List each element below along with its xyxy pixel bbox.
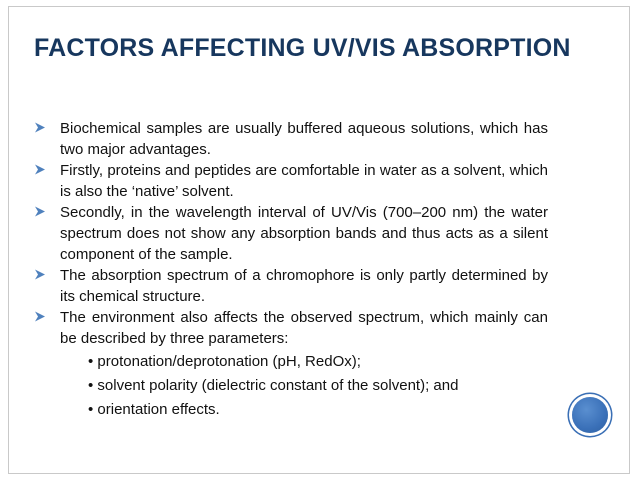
sub-list-item: • solvent polarity (dielectric constant of the solvent); and <box>88 377 459 394</box>
sub-list <box>34 351 548 421</box>
arrow-bullet-icon <box>34 311 46 322</box>
bullet-text: Biochemical samples are usually buffered aqueous solutions, which has two major advantages. <box>60 120 548 158</box>
sub-list-item: • protonation/deprotonation (pH, RedOx); <box>88 353 361 370</box>
slide-content <box>34 118 548 421</box>
bullet-item <box>34 265 548 307</box>
slide-title: FACTORS AFFECTING UV/VIS ABSORPTION <box>34 34 571 62</box>
arrow-bullet-icon <box>34 164 46 175</box>
decorative-circle-icon <box>572 397 608 433</box>
bullet-text: The absorption spectrum of a chromophore is only partly determined by its chemical structure. <box>60 267 548 305</box>
sub-list-item: • orientation effects. <box>88 401 220 418</box>
arrow-bullet-icon <box>34 206 46 217</box>
arrow-bullet-icon <box>34 269 46 280</box>
bullet-item <box>34 160 548 202</box>
bullet-item <box>34 118 548 160</box>
bullet-text: Secondly, in the wavelength interval of UV/Vis (700–200 nm) the water spectrum does not show any absorption bands and thus acts as a silent component of the sample. <box>60 204 548 263</box>
arrow-bullet-icon <box>34 122 46 133</box>
bullet-item <box>34 202 548 265</box>
bullet-text: The environment also affects the observed spectrum, which mainly can be described by three parameters: <box>60 309 548 347</box>
bullet-text: Firstly, proteins and peptides are comfortable in water as a solvent, which is also the ‘native’ solvent. <box>60 162 548 200</box>
bullet-item <box>34 307 548 349</box>
